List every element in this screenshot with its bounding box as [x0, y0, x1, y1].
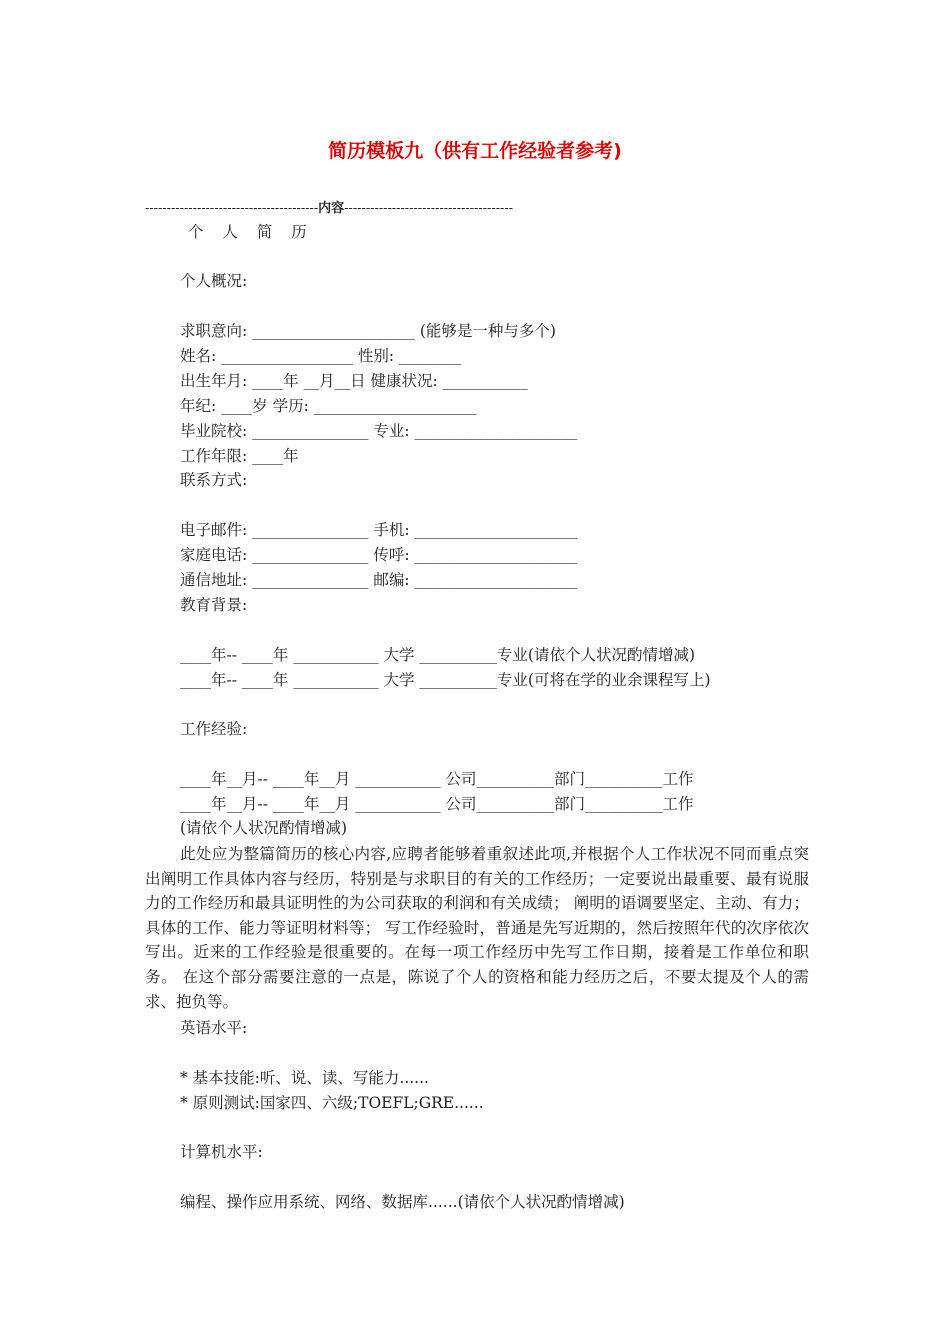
divider-label: 内容	[318, 200, 345, 215]
field-name-gender: 姓名: _________________ 性别: ________	[180, 347, 461, 365]
field-email-mobile: 电子邮件: _______________ 手机: _____________________	[180, 521, 578, 539]
english-item: * 基本技能:听、说、读、写能力......	[180, 1069, 429, 1087]
divider-right: ---------------------------------------	[344, 200, 514, 215]
computer-item: 编程、操作应用系统、网络、数据库......(请依个人状况酌情增减)	[180, 1193, 625, 1211]
resume-heading: 个 人 简 历	[188, 223, 314, 241]
section-contact: 联系方式:	[180, 471, 248, 489]
work-note: (请依个人状况酌情增减)	[180, 819, 348, 837]
work-row: ____年__月-- ____年__月 ___________ 公司__________部门__________工作	[180, 795, 694, 813]
english-item: * 原则测试:国家四、六级;TOEFL;GRE......	[180, 1094, 484, 1112]
divider-left: ----------------------------------------	[145, 200, 319, 215]
field-job-intent: 求职意向: _____________________ (能够是一种与多个)	[180, 322, 556, 340]
work-experience-paragraph: 此处应为整篇简历的核心内容,应聘者能够着重叙述此项,并根据个人工作状况不同而重点突出阐明工作具体内容与经历，特别是与求职目的有关的工作经历；一定要说出最重要、最有说服力的工作经历和最具证明性的为公司获取的利润和有关成绩； 阐明的语调要坚定、主动、有力； 具体的工作、能力等证明材料等； 写工作经验时，普通是先写近期的，然后按照年代的次序依次写出。近来的工作经验是很重要的。在每一项工作经历中先写工作日期，接着是工作单位和职务。 在这个部分需要注意的一点是，陈说了个人的资格和能力经历之后，不要太提及个人的需求、抱负等。	[145, 845, 809, 1011]
field-phone-pager: 家庭电话: _______________ 传呼: _____________________	[180, 546, 578, 564]
education-row: ____年-- ____年 ___________ 大学 __________专业(请依个人状况酌情增减)	[180, 646, 696, 664]
section-computer: 计算机水平:	[180, 1143, 263, 1161]
section-overview: 个人概况:	[180, 272, 248, 290]
education-row: ____年-- ____年 ___________ 大学 __________专业(可将在学的业余课程写上)	[180, 671, 711, 689]
field-birth-health: 出生年月: ____年 __月__日 健康状况: ___________	[180, 372, 528, 390]
field-years-worked: 工作年限: ____年	[180, 447, 299, 465]
document-title: 简历模板九（供有工作经验者参考)	[328, 140, 622, 162]
section-education: 教育背景:	[180, 596, 248, 614]
content-divider	[145, 197, 513, 216]
section-english: 英语水平:	[180, 1019, 248, 1037]
work-row: ____年__月-- ____年__月 ___________ 公司__________部门__________工作	[180, 770, 694, 788]
field-school-major: 毕业院校: _______________ 专业: _____________________	[180, 422, 578, 440]
field-address-zip: 通信地址: _______________ 邮编: _____________________	[180, 571, 578, 589]
section-work-experience: 工作经验:	[180, 720, 248, 738]
field-age-degree: 年纪: ____岁 学历: _____________________	[180, 397, 477, 415]
